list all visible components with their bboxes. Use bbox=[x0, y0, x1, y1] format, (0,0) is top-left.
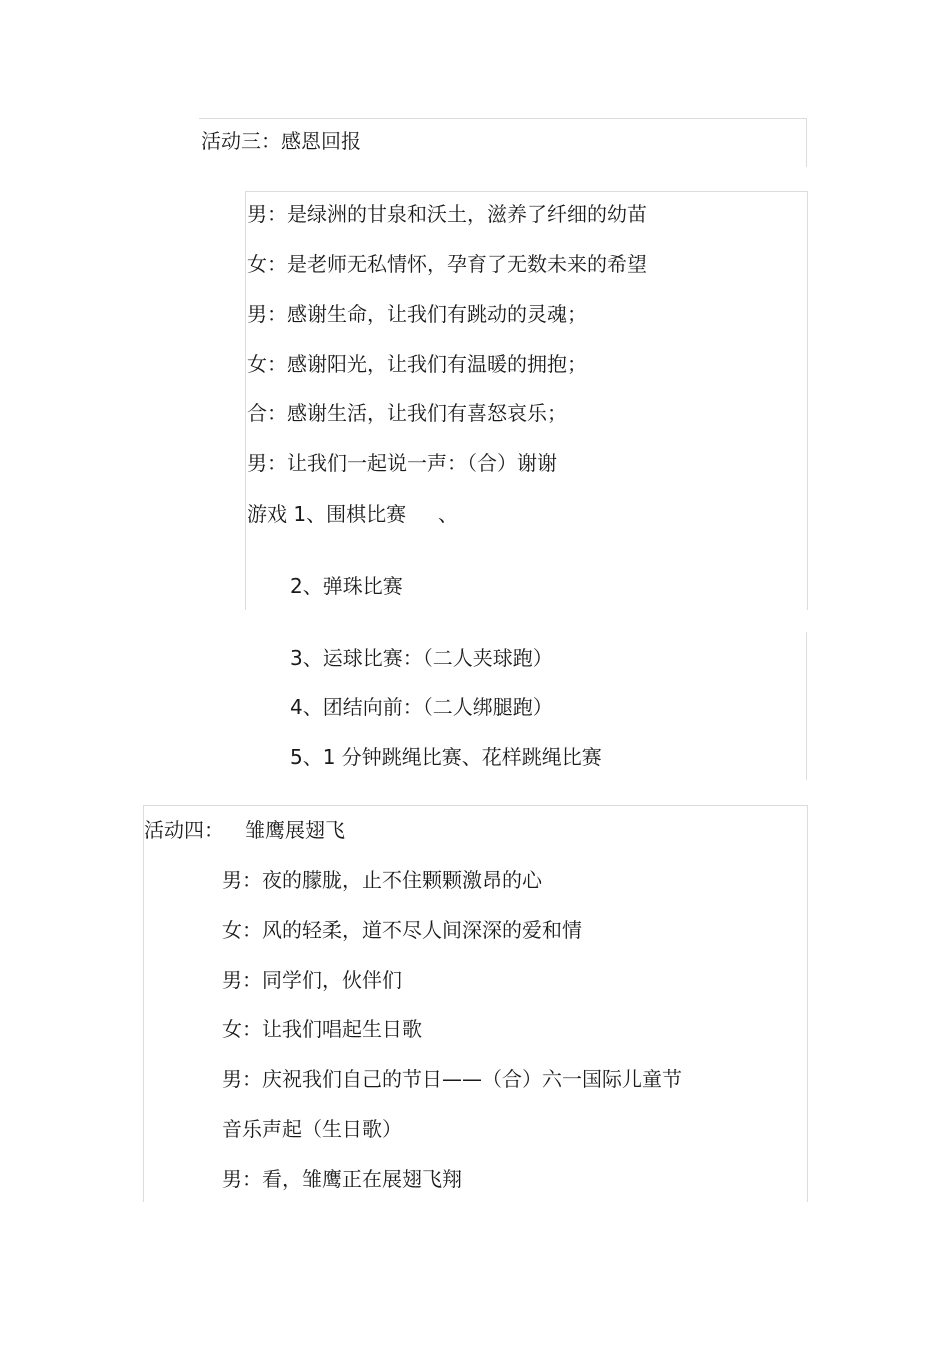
activity4-line-3: 男：同学们，伙伴们 bbox=[222, 968, 402, 992]
activity3-line-3: 男：感谢生命，让我们有跳动的灵魂； bbox=[247, 302, 587, 326]
activity4-line-7: 男：看，雏鹰正在展翅飞翔 bbox=[222, 1167, 462, 1191]
activity4-line-1: 男：夜的朦胧，止不住颗颗激昂的心 bbox=[222, 868, 542, 892]
activity4-line-6: 音乐声起（生日歌） bbox=[222, 1117, 402, 1141]
activity3-line-2: 女：是老师无私情怀，孕育了无数未来的希望 bbox=[247, 252, 647, 276]
activity4-line-4: 女：让我们唱起生日歌 bbox=[222, 1017, 422, 1041]
activity4-title-prefix: 活动四： bbox=[144, 818, 224, 842]
activity4-title-name: 雏鹰展翅飞 bbox=[245, 818, 345, 842]
activity3-line-6: 男：让我们一起说一声：（合）谢谢 bbox=[247, 451, 557, 475]
frame-activity4 bbox=[143, 805, 808, 1202]
games-label: 游戏 1、围棋比赛 bbox=[247, 502, 407, 526]
activity3-title: 活动三：感恩回报 bbox=[201, 129, 361, 153]
activity4-line-5: 男：庆祝我们自己的节日——（合）六一国际儿童节 bbox=[222, 1067, 682, 1091]
activity3-line-4: 女：感谢阳光，让我们有温暖的拥抱； bbox=[247, 352, 587, 376]
game-item-2: 2、弹珠比赛 bbox=[290, 574, 403, 598]
activity4-line-2: 女：风的轻柔，道不尽人间深深的爱和情 bbox=[222, 918, 582, 942]
game-item-5: 5、1 分钟跳绳比赛、花样跳绳比赛 bbox=[290, 745, 602, 769]
games-mark: 、 bbox=[438, 502, 458, 526]
game-item-3: 3、运球比赛：（二人夹球跑） bbox=[290, 646, 553, 670]
game-item-4: 4、团结向前：（二人绑腿跑） bbox=[290, 695, 553, 719]
activity3-line-1: 男：是绿洲的甘泉和沃土，滋养了纤细的幼苗 bbox=[247, 202, 647, 226]
activity3-line-5: 合：感谢生活，让我们有喜怒哀乐； bbox=[247, 401, 567, 425]
